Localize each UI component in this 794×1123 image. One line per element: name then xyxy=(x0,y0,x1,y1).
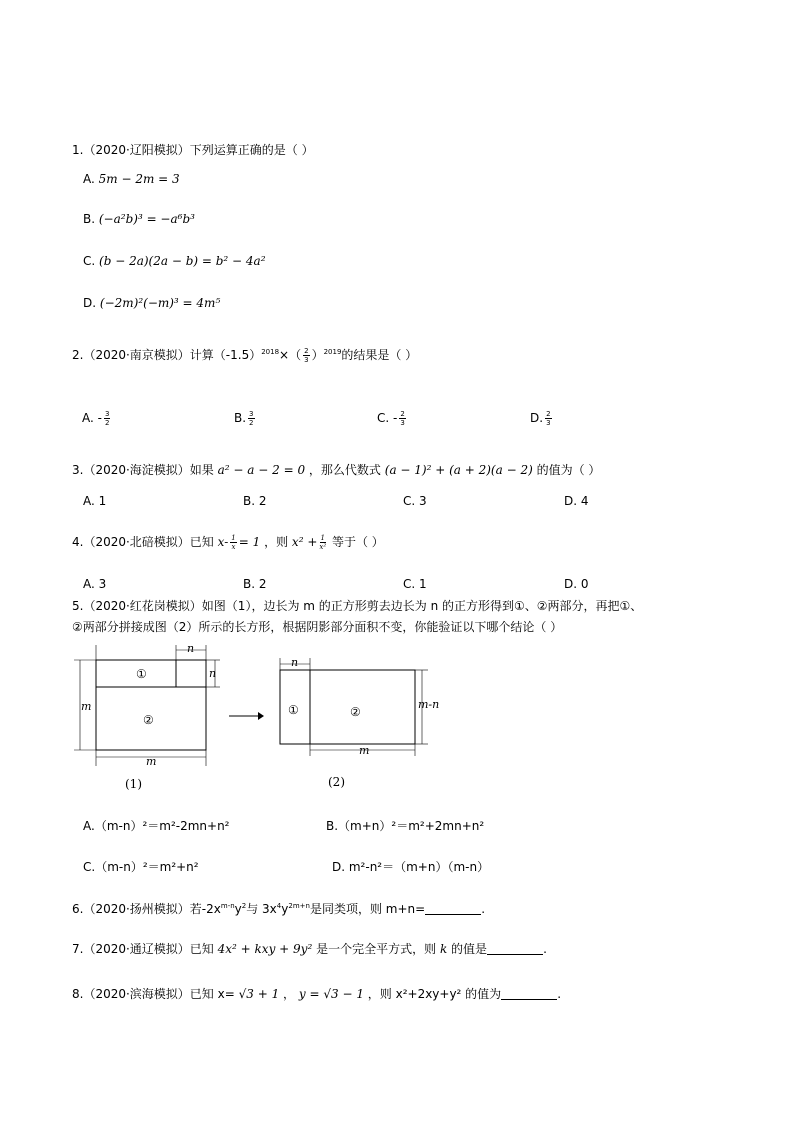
fig1-n-side-label: n xyxy=(209,667,217,680)
numerator: 2 xyxy=(546,410,551,418)
q4-fraction-1 xyxy=(230,534,236,551)
q5-stem-line-1: 5.（2020·红花岗模拟）如图（1），边长为 m 的正方形剪去边长为 n 的正方形得到①、②两部分，再把①、 xyxy=(72,599,643,613)
q4-option-d[interactable]: D. 0 xyxy=(564,577,589,591)
q6-suffix: 是同类项，则 m+n= xyxy=(309,902,426,916)
q7-stem xyxy=(72,940,547,957)
q6-stem xyxy=(72,900,485,917)
q1-option-c[interactable] xyxy=(83,254,266,268)
q2-mid-1: ×（ xyxy=(279,348,302,362)
q6-exp-1: m-n xyxy=(220,902,235,910)
fig2-caption: (2) xyxy=(328,775,345,789)
q3-option-b[interactable]: B. 2 xyxy=(243,494,267,508)
q1-stem: 1.（2020·辽阳模拟）下列运算正确的是（ ） xyxy=(72,143,314,157)
q7-mid: 是一个完全平方式，则 xyxy=(316,942,437,956)
q8-answer-blank[interactable] xyxy=(501,988,557,1000)
q7-k: k xyxy=(439,942,448,956)
q3-expression: (a − 1)² + (a + 2)(a − 2) xyxy=(384,463,533,477)
option-expr: (b − 2a)(2a − b) = b² − 4a² xyxy=(99,254,266,268)
denominator: 2 xyxy=(249,419,254,427)
q6-answer-blank[interactable] xyxy=(425,903,481,915)
q5-figure-1 xyxy=(70,640,245,803)
q5-option-b[interactable]: B.（m+n）²＝m²+2mn+n² xyxy=(326,819,485,833)
q4-eq-tail: = 1 xyxy=(238,535,261,549)
q2-stem xyxy=(72,346,417,364)
q2-prefix: 2.（2020·南京模拟）计算（-1.5） xyxy=(72,348,262,362)
option-expr: 5m − 2m = 3 xyxy=(98,172,180,186)
q3-prefix: 3.（2020·海淀模拟）如果 xyxy=(72,463,214,477)
transform-arrow-icon xyxy=(226,706,266,729)
q2-option-a[interactable] xyxy=(82,410,112,427)
denominator: 3 xyxy=(304,356,309,364)
q8-stem xyxy=(72,985,561,1002)
q4-prefix: 4.（2020·北碚模拟）已知 xyxy=(72,535,214,549)
q7-answer-blank[interactable] xyxy=(487,943,543,955)
q6-exp-3: 4 xyxy=(276,902,282,910)
q4-option-a[interactable]: A. 3 xyxy=(83,577,107,591)
q5-option-d[interactable]: D. m²-n²＝（m+n）（m-n） xyxy=(332,860,490,874)
q4-suffix: 等于（ ） xyxy=(331,535,384,549)
q7-expression: 4x² + kxy + 9y² xyxy=(217,942,313,956)
fig2-n-top-label: n xyxy=(291,656,299,669)
numerator: 1 xyxy=(231,534,236,542)
fig1-region-2-label: ② xyxy=(143,713,154,727)
fig2-m-bottom-label: m xyxy=(359,744,370,757)
option-fraction xyxy=(399,410,405,427)
denominator: 2 xyxy=(104,419,110,427)
q6-end: . xyxy=(481,902,486,916)
option-expr: (−2m)²(−m)³ = 4m⁵ xyxy=(99,296,221,310)
q4-x-squared: x² + xyxy=(291,535,318,549)
q3-equation: a² − a − 2 = 0 xyxy=(217,463,306,477)
fig2-region-1-label: ① xyxy=(288,703,299,717)
numerator: 2 xyxy=(400,410,405,418)
denominator: x xyxy=(231,543,236,551)
q3-option-a[interactable]: A. 1 xyxy=(83,494,107,508)
q5-figure-2 xyxy=(270,650,450,803)
q1-option-a[interactable] xyxy=(83,172,180,186)
q8-mid: ，则 x²+2xy+y² 的值为 xyxy=(367,987,502,1001)
q6-mid-3: y xyxy=(281,902,289,916)
option-label: A. - xyxy=(82,411,102,425)
q1-option-b[interactable] xyxy=(83,212,195,226)
numerator: 3 xyxy=(249,410,254,418)
option-label: D. xyxy=(83,296,97,310)
q3-option-d[interactable]: D. 4 xyxy=(564,494,589,508)
option-label: C. - xyxy=(377,411,398,425)
q8-x-value: √3 + 1 xyxy=(238,987,280,1001)
q3-mid: ，那么代数式 xyxy=(308,463,381,477)
q2-exponent-1: 2018 xyxy=(261,348,280,356)
q7-suffix: 的值是 xyxy=(451,942,488,956)
q6-exp-2: 2 xyxy=(241,902,247,910)
option-label: B. xyxy=(83,212,96,226)
q2-exponent-2: 2019 xyxy=(323,348,342,356)
fig2-mn-side-label: m-n xyxy=(418,698,440,711)
fig1-m-bottom-label: m xyxy=(146,755,157,768)
fig1-m-side-label: m xyxy=(81,700,92,713)
option-fraction xyxy=(104,410,110,427)
denominator: x² xyxy=(319,543,327,551)
q3-option-c[interactable]: C. 3 xyxy=(403,494,427,508)
numerator: 3 xyxy=(104,410,110,418)
denominator: 3 xyxy=(400,419,405,427)
option-label: B. xyxy=(234,411,247,425)
q6-mid-1: y xyxy=(234,902,242,916)
q4-option-c[interactable]: C. 1 xyxy=(403,577,427,591)
option-fraction xyxy=(545,410,551,427)
q2-option-b[interactable] xyxy=(234,410,257,427)
q7-prefix: 7.（2020·通辽模拟）已知 xyxy=(72,942,214,956)
q2-fraction xyxy=(303,347,309,364)
q2-mid-2: ） xyxy=(311,348,324,362)
numerator: 2 xyxy=(304,347,309,355)
denominator: 3 xyxy=(546,419,551,427)
q7-end: . xyxy=(543,942,547,956)
q2-option-c[interactable] xyxy=(377,410,408,427)
q4-x: x- xyxy=(217,535,229,549)
q6-prefix: 6.（2020·扬州模拟）若-2x xyxy=(72,902,221,916)
q2-suffix: 的结果是（ ） xyxy=(341,348,418,362)
fig2-region-2-label: ② xyxy=(350,705,361,719)
q3-suffix: 的值为（ ） xyxy=(536,463,601,477)
numerator: 1 xyxy=(320,534,325,542)
option-fraction xyxy=(248,410,254,427)
fig1-n-top-label: n xyxy=(187,642,195,655)
q4-mid: ，则 xyxy=(264,535,289,549)
q5-option-a[interactable]: A.（m-n）²＝m²-2mn+n² xyxy=(83,819,230,833)
option-expr: (−a²b)³ = −a⁶b³ xyxy=(98,212,195,226)
q4-stem xyxy=(72,533,384,551)
q6-mid-2: 与 3x xyxy=(246,902,277,916)
q8-prefix: 8.（2020·滨海模拟）已知 x= xyxy=(72,987,235,1001)
option-label: C. xyxy=(83,254,96,268)
q6-exp-4: 2m+n xyxy=(288,902,310,910)
q8-y-value: y = √3 − 1 xyxy=(298,987,364,1001)
fig1-region-1-label: ① xyxy=(136,667,147,681)
q3-stem xyxy=(72,461,600,478)
q8-separator: ， xyxy=(283,987,296,1001)
q2-option-d[interactable] xyxy=(530,410,554,427)
q4-fraction-2 xyxy=(319,534,326,551)
q4-option-b[interactable]: B. 2 xyxy=(243,577,267,591)
fig1-caption: (1) xyxy=(125,777,142,791)
option-label: A. xyxy=(83,172,95,186)
q5-option-c[interactable]: C.（m-n）²＝m²+n² xyxy=(83,860,199,874)
option-label: D. xyxy=(530,411,544,425)
q8-end: . xyxy=(557,987,562,1001)
q5-stem-line-2: ②两部分拼接成图（2）所示的长方形，根据阴影部分面积不变，你能验证以下哪个结论（ ） xyxy=(72,620,563,634)
q1-option-d[interactable] xyxy=(83,296,220,310)
